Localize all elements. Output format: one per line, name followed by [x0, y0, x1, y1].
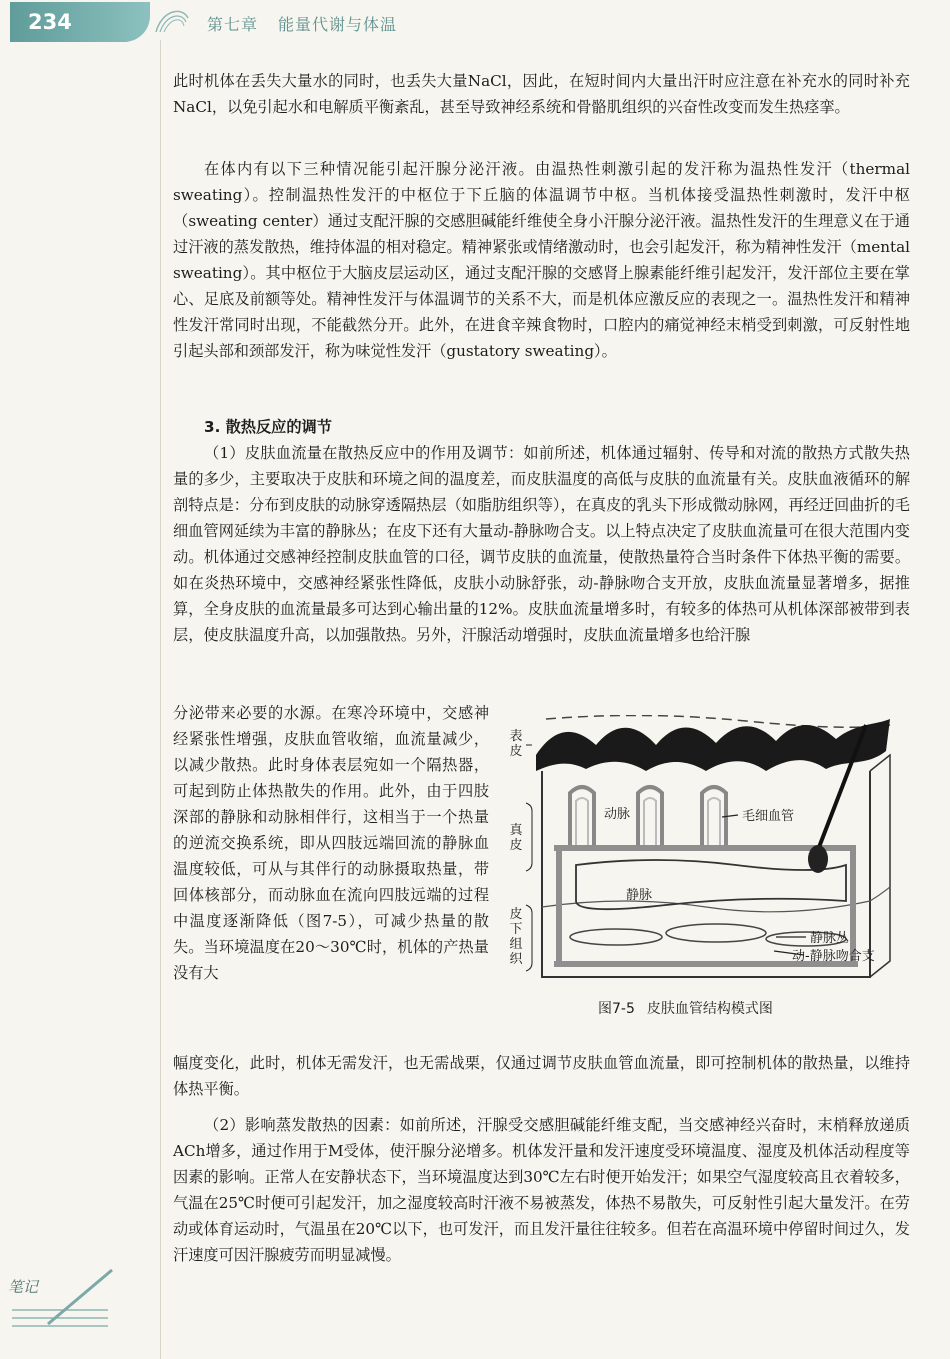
- paragraph-3: （1）皮肤血流量在散热反应中的作用及调节：如前所述，机体通过辐射、传导和对流的散热方式散失热量的多少，主要取决于皮肤和环境之间的温度差，而皮肤温度的高低与皮肤的血流量有关。皮肤血液循环的解剖特点是：分布到皮肤的动脉穿透隔热层（如脂肪组织等），在真皮的乳头下形成微动脉网，再经迂回曲折的毛细血管网延续为丰富的静脉丛；在皮下还有大量动-静脉吻合支。以上特点决定了皮肤血流量可在很大范围内变动。机体通过交感神经控制皮肤血管的口径，调节皮肤的血流量，使散热量符合当时条件下体热平衡的需要。如在炎热环境中，交感神经紧张性降低，皮肤小动脉舒张，动-静脉吻合支开放，皮肤血流量显著增多，据推算，全身皮肤的血流量最多可达到心输出量的12%。皮肤血流量增多时，有较多的体热可从机体深部被带到表层，使皮肤温度升高，以加强散热。另外，汗腺活动增强时，皮肤血流量增多也给汗腺: [173, 444, 910, 644]
- chapter-heading: [207, 12, 397, 35]
- page-number-tab: [10, 2, 150, 42]
- label-epidermis: 表皮: [509, 729, 523, 759]
- caption-number: 图7-5: [598, 1001, 635, 1017]
- swirl-ornament-icon: [152, 4, 192, 36]
- paragraph-4: （2）影响蒸发散热的因素：如前所述，汗腺受交感胆碱能纤维支配，当交感神经兴奋时，末梢释放递质ACh增多，通过作用于M受体，使汗腺分泌增多。机体发汗量和发汗速度受环境温度、湿度及机体活动程度等因素的影响。正常人在安静状态下，当环境温度达到30℃左右时便开始发汗；如果空气湿度较高且衣着较多，气温在25℃时便可引起发汗，加之湿度较高时汗液不易被蒸发，体热不易散失，可反射性引起大量发汗。在劳动或体育运动时，气温虽在20℃以下，也可发汗，而且发汗量往往较多。但若在高温环境中停留时间过久，发汗速度可因汗腺疲劳而明显减慢。: [173, 1116, 910, 1264]
- label-vein: 静脉: [626, 888, 653, 903]
- page-header: [0, 0, 950, 52]
- paragraph-2: 在体内有以下三种情况能引起汗腺分泌汗液。由温热性刺激引起的发汗称为温热性发汗（thermal sweating）。控制温热性发汗的中枢位于下丘脑的体温调节中枢。当机体接受温热性刺激时，发汗中枢（sweating center）通过支配汗腺的交感胆碱能纤维使全身小汗腺分泌汗液。温热性发汗的生理意义在于通过汗液的蒸发散热，维持体温的相对稳定。精神紧张或情绪激动时，也会引起发汗，称为精神性发汗（mental sweating）。其中枢位于大脑皮层运动区，通过支配汗腺的交感肾上腺素能纤维引起发汗，发汗部位主要在掌心、足底及前额等处。精神性发汗与体温调节的关系不大，而是机体应激反应的表现之一。温热性发汗和精神性发汗常同时出现，不能截然分开。此外，在进食辛辣食物时，口腔内的痛觉神经末梢受到刺激，可反射性地引起头部和颈部发汗，称为味觉性发汗（gustatory sweating）。: [173, 160, 910, 360]
- chapter-title: 能量代谢与体温: [278, 15, 398, 34]
- skin-vessel-figure: [506, 715, 892, 987]
- paragraph-3-end: 幅度变化，此时，机体无需发汗，也无需战栗，仅通过调节皮肤血管血流量，即可控制机体的散热量，以维持体热平衡。: [173, 1054, 910, 1098]
- page-number: 234: [28, 10, 72, 34]
- label-capillary: 毛细血管: [742, 809, 795, 824]
- label-artery: 动脉: [604, 807, 631, 822]
- caption-title: 皮肤血管结构模式图: [646, 1001, 773, 1017]
- label-dermis: 真皮: [509, 823, 523, 853]
- chapter-number: 第七章: [207, 15, 259, 34]
- label-subcutaneous-tissue: 皮下组织: [509, 907, 523, 967]
- notes-label: 笔记: [8, 1278, 39, 1296]
- margin-rule: [160, 40, 161, 1359]
- figure-caption: [598, 998, 773, 1018]
- label-av-anastomosis: 动-静脉吻合支: [792, 949, 875, 964]
- paragraph-1: 此时机体在丢失大量水的同时，也丢失大量NaCl，因此，在短时间内大量出汗时应注意在补充水的同时补充NaCl，以免引起水和电解质平衡紊乱，甚至导致神经系统和骨骼肌组织的兴奋性改变而发生热痉挛。: [173, 72, 910, 116]
- label-venous-plexus: 静脉丛: [810, 931, 850, 946]
- paragraph-3-wrap: 分泌带来必要的水源。在寒冷环境中，交感神经紧张性增强，皮肤血管收缩，血流量减少，以减少散热。此时身体表层宛如一个隔热器，可起到防止体热散失的作用。此外，由于四肢深部的静脉和动脉相伴行，这相当于一个热量的逆流交换系统，即从四肢远端回流的静脉血温度较低，可从与其伴行的动脉摄取热量，带回体核部分，而动脉血在流向四肢远端的过程中温度逐渐降低（图7-5），可减少热量的散失。当环境温度在20～30℃时，机体的产热量没有大: [173, 704, 489, 982]
- section-heading: 3. 散热反应的调节: [204, 418, 332, 436]
- skin-vessel-diagram: [506, 715, 892, 987]
